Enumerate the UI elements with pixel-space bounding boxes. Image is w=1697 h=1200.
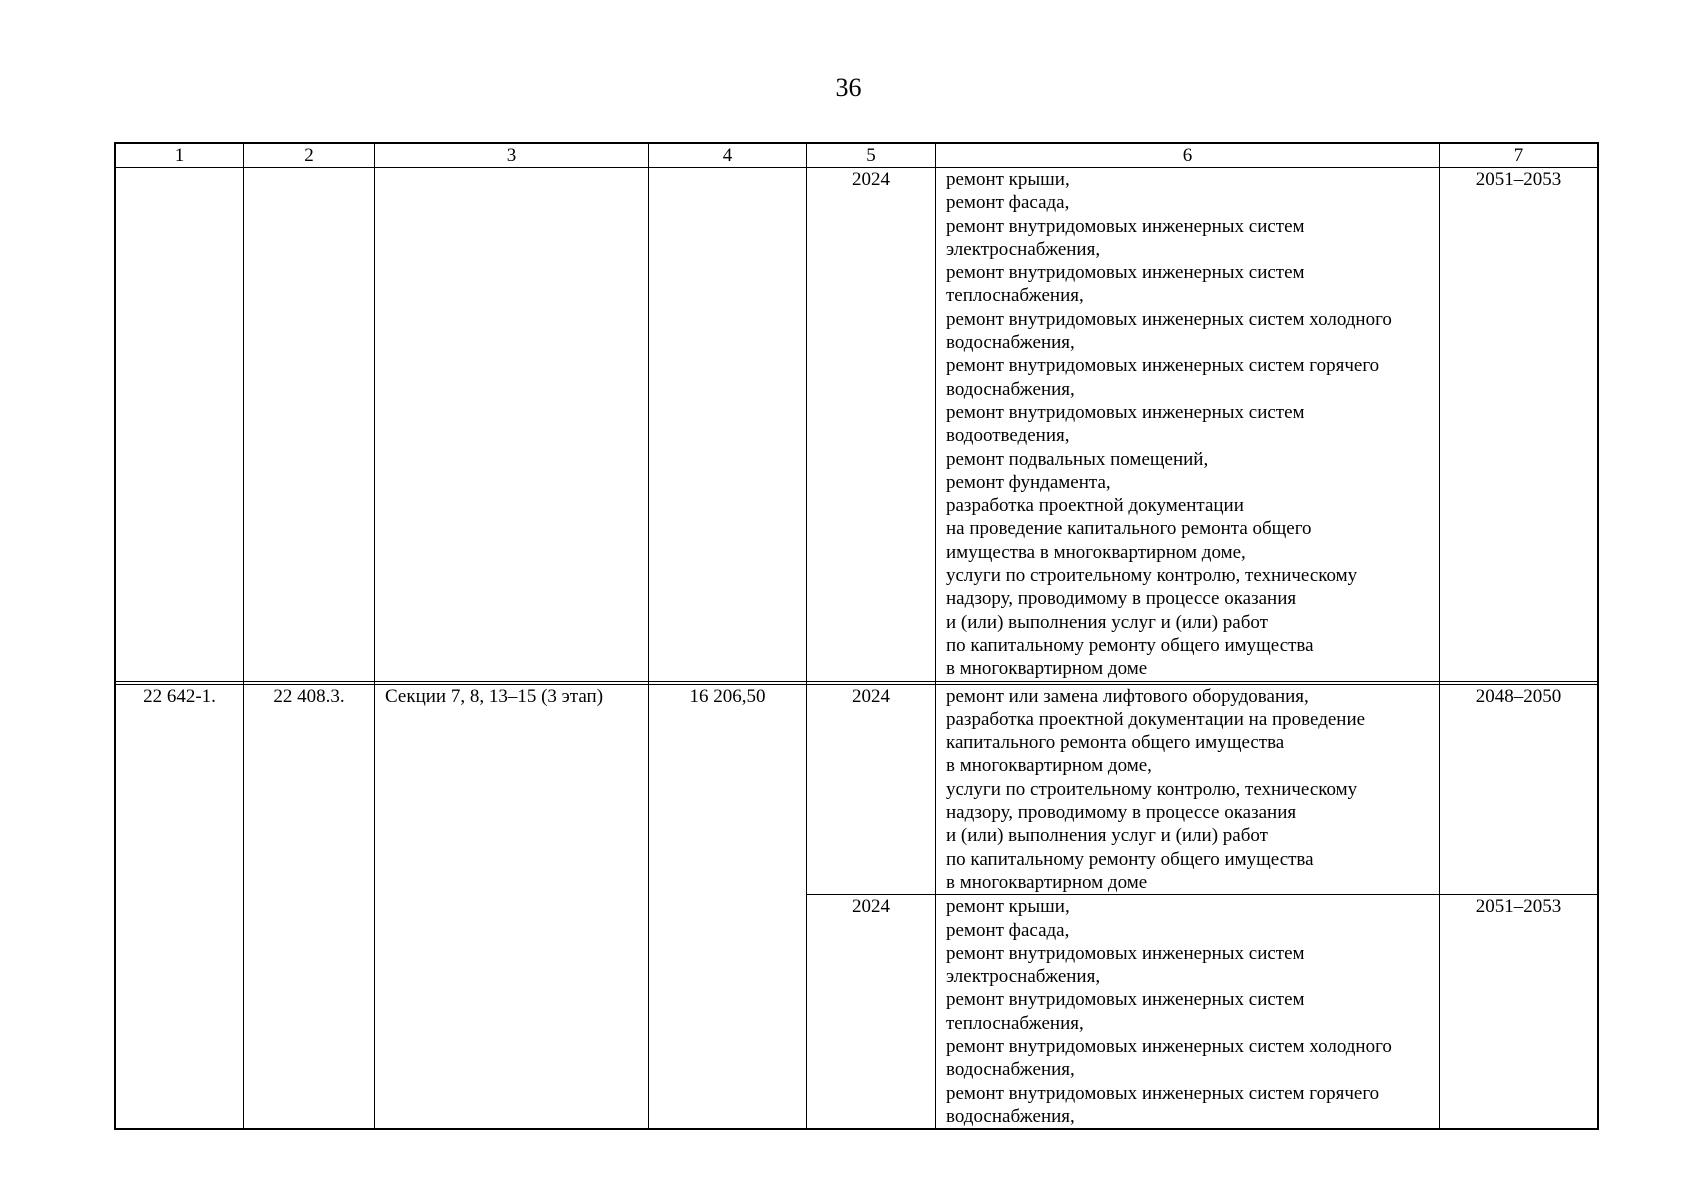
work-item-line: водоснабжения, xyxy=(946,332,1075,354)
work-item-line: ремонт внутридомовых инженерных систем xyxy=(946,215,1305,237)
work-item-line: теплоснабжения, xyxy=(946,1012,1084,1034)
work-item-line: электроснабжения, xyxy=(946,966,1101,988)
object-name-cell: Секции 7, 8, 13–15 (3 этап) xyxy=(375,684,649,1129)
works-list-cell xyxy=(936,684,1440,895)
year-cell: 2024 xyxy=(807,895,936,1129)
work-item-line: ремонт внутридомовых инженерных систем xyxy=(946,989,1305,1011)
work-item-line: в многоквартирном доме xyxy=(946,871,1148,893)
work-item-line: теплоснабжения, xyxy=(946,285,1084,307)
work-item-line: водоснабжения, xyxy=(946,1105,1075,1127)
table-row xyxy=(116,684,1598,895)
year-cell: 2024 xyxy=(807,684,936,895)
column-header-1: 1 xyxy=(116,144,244,168)
work-item-line: услуги по строительному контролю, техническому xyxy=(946,778,1358,800)
column-header-2: 2 xyxy=(244,144,375,168)
work-item-line: ремонт подвальных помещений, xyxy=(946,448,1209,470)
work-item-line: в многоквартирном доме, xyxy=(946,755,1152,777)
work-item-line: надзору, проводимому в процессе оказания xyxy=(946,588,1297,610)
work-item-line: электроснабжения, xyxy=(946,238,1101,260)
work-item-line: ремонт фасада, xyxy=(946,192,1070,214)
area-cell: 16 206,50 xyxy=(649,684,807,1129)
work-item-line: водоснабжения, xyxy=(946,378,1075,400)
area-cell xyxy=(649,168,807,682)
work-item-line: по капитальному ремонту общего имущества xyxy=(946,848,1314,870)
work-item-line: ремонт внутридомовых инженерных систем горячего xyxy=(946,355,1380,377)
works-list-cell xyxy=(936,895,1440,1129)
column-header-4: 4 xyxy=(649,144,807,168)
work-item-line: ремонт внутридомовых инженерных систем холодного xyxy=(946,308,1392,330)
address-code-cell xyxy=(244,168,375,682)
work-item-line: ремонт внутридомовых инженерных систем холодного xyxy=(946,1035,1392,1057)
column-header-5: 5 xyxy=(807,144,936,168)
page-number: 36 xyxy=(835,73,862,102)
work-item-line: капитального ремонта общего имущества xyxy=(946,732,1285,754)
column-header-7: 7 xyxy=(1440,144,1598,168)
work-item-line: ремонт внутридомовых инженерных систем xyxy=(946,942,1305,964)
works-list-cell xyxy=(936,168,1440,682)
work-item-line: и (или) выполнения услуг и (или) работ xyxy=(946,825,1268,847)
year-cell: 2024 xyxy=(807,168,936,682)
column-header-6: 6 xyxy=(936,144,1440,168)
object-name-cell xyxy=(375,168,649,682)
work-item-line: ремонт крыши, xyxy=(946,169,1070,190)
work-item-line: ремонт фасада, xyxy=(946,919,1070,941)
work-item-line: ремонт внутридомовых инженерных систем xyxy=(946,262,1305,284)
work-item-line: разработка проектной документации на проведение xyxy=(946,708,1366,730)
table-row xyxy=(116,168,1598,682)
column-header-3: 3 xyxy=(375,144,649,168)
work-item-line: ремонт внутридомовых инженерных систем горячего xyxy=(946,1082,1380,1104)
header-row xyxy=(116,144,1598,168)
capital-repair-table xyxy=(115,143,1598,1129)
work-item-line: по капитальному ремонту общего имущества xyxy=(946,634,1314,656)
period-cell: 2048–2050 xyxy=(1440,684,1598,895)
work-item-line: надзору, проводимому в процессе оказания xyxy=(946,802,1297,824)
work-item-line: в многоквартирном доме xyxy=(946,658,1148,680)
period-cell: 2051–2053 xyxy=(1440,895,1598,1129)
work-item-line: ремонт крыши, xyxy=(946,896,1070,918)
work-item-line: имущества в многоквартирном доме, xyxy=(946,541,1246,563)
row-number-cell: 22 642-1. xyxy=(116,684,244,1129)
work-item-line: на проведение капитального ремонта общего xyxy=(946,518,1312,540)
address-code-cell: 22 408.3. xyxy=(244,684,375,1129)
period-cell: 2051–2053 xyxy=(1440,168,1598,682)
work-item-line: водоотведения, xyxy=(946,425,1070,447)
work-item-line: и (или) выполнения услуг и (или) работ xyxy=(946,611,1268,633)
work-item-line: ремонт или замена лифтового оборудования, xyxy=(946,685,1309,707)
work-item-line: ремонт фундамента, xyxy=(946,471,1111,493)
work-item-line: водоснабжения, xyxy=(946,1059,1075,1081)
work-item-line: услуги по строительному контролю, техническому xyxy=(946,565,1358,587)
work-item-line: ремонт внутридомовых инженерных систем xyxy=(946,401,1305,423)
row-number-cell xyxy=(116,168,244,682)
work-item-line: разработка проектной документации xyxy=(946,495,1244,517)
